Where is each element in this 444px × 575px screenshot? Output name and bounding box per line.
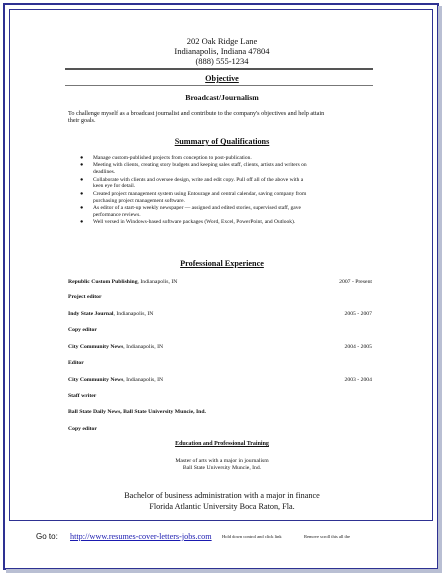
- qualifications-heading: Summary of Qualifications: [174, 137, 270, 146]
- job-employer: Indy State Journal: [68, 311, 114, 317]
- education-degree: Master of arts with a major in journalism: [175, 458, 269, 464]
- job-title: Project editor: [68, 294, 102, 300]
- list-item: ● Created project management system using Entourage and central calendar, saving company from purchasing project management software.: [80, 190, 307, 204]
- list-item: ● Well versed in Windows-based software packages (Word, Excel, PowerPoint, and Outlook).: [80, 219, 296, 226]
- job-dates: 2003 - 2004: [344, 377, 372, 383]
- objective-field: Broadcast/Journalism: [185, 93, 259, 102]
- job-employer: City Community News: [68, 377, 124, 383]
- job-location: , Indianapolis, IN: [123, 377, 164, 383]
- header-divider: [65, 68, 373, 70]
- address-phone: (888) 555-1234: [195, 56, 249, 66]
- experience-heading: Professional Experience: [180, 259, 264, 268]
- job-title: Staff writer: [68, 393, 97, 399]
- objective-divider: [65, 85, 373, 86]
- list-item: ● Meeting with clients, creating story budgets and keeping sales staff, clients, artists and writers on deadlines.: [80, 162, 307, 176]
- job-title: Copy editor: [68, 426, 97, 432]
- education-school: Ball State University Muncie, Ind.: [182, 465, 262, 471]
- list-item: ● Collaborate with clients and oversee design, write and edit copy. Pull off all of the above with a keen eye for detail.: [80, 176, 304, 190]
- address-street: 202 Oak Ridge Lane: [186, 36, 258, 46]
- job-dates: 2007 - Present: [339, 279, 372, 285]
- job-employer: Republic Custom Publishing: [68, 279, 138, 285]
- job-employer: Ball State Daily News, Ball State University Muncie, Ind.: [68, 409, 206, 415]
- job-location: , Indianapolis, IN: [137, 279, 178, 285]
- education-heading: Education and Professional Training: [175, 441, 269, 447]
- job-line: [68, 279, 372, 286]
- job-dates: 2004 - 2005: [344, 344, 372, 350]
- website-link[interactable]: http://www.resumes-cover-letters-jobs.com: [70, 532, 212, 541]
- objective-text: [68, 110, 373, 124]
- footer-note: Hold down control and click link: [222, 534, 282, 539]
- address-city: Indianapolis, Indiana 47804: [174, 46, 270, 56]
- job-dates: 2005 - 2007: [344, 311, 372, 317]
- bullet-icon: ●: [80, 219, 84, 226]
- job-line: [68, 409, 372, 416]
- job-location: , Indianapolis, IN: [123, 344, 164, 350]
- job-employer: City Community News: [68, 344, 124, 350]
- job-line: [68, 311, 372, 318]
- list-item: ● Manage custom-published projects from conception to post-publication.: [80, 155, 252, 161]
- education-degree: Bachelor of business administration with a major in finance: [124, 491, 320, 500]
- bullet-icon: ●: [80, 190, 84, 197]
- job-title: Copy editor: [68, 327, 97, 333]
- objective-text-line: To challenge myself as a broadcast journalist and contribute to the company's objectives and help attain: [68, 110, 325, 117]
- footer-note: Remove scroll this all the: [304, 534, 350, 539]
- job-location: , Indianapolis, IN: [113, 311, 154, 317]
- objective-text-line: their goals.: [68, 117, 96, 125]
- bullet-icon: ●: [80, 162, 84, 169]
- qualifications-list: [80, 155, 372, 227]
- list-item: ● As editor of a start-up weekly newspaper — assigned and edited stories, supervised staff, gave performance reviews.: [80, 204, 301, 218]
- bullet-icon: ●: [80, 204, 84, 211]
- bullet-icon: ●: [80, 176, 84, 183]
- job-title: Editor: [68, 360, 84, 366]
- goto-label: Go to:: [36, 532, 58, 541]
- bullet-icon: ●: [80, 155, 84, 161]
- job-line: [68, 344, 372, 351]
- education-school: Florida Atlantic University Boca Raton, Fla.: [149, 502, 295, 511]
- objective-heading: Objective: [205, 74, 239, 83]
- job-line: [68, 377, 372, 384]
